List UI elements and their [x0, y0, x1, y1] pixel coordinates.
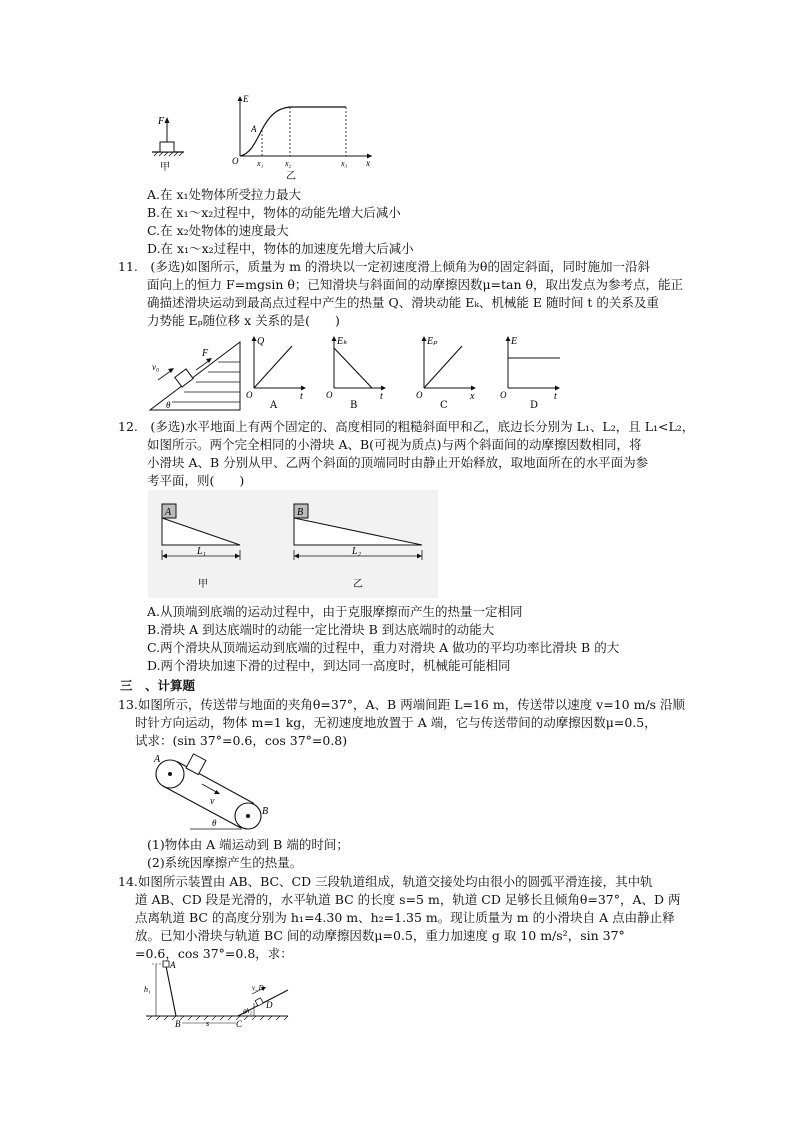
- q12-option-b: B.滑块 A 到达底端时的动能一定比滑块 B 到达底端时的动能大: [147, 622, 495, 637]
- q12-figure: [148, 490, 438, 598]
- q10-tick-x1: x₁: [257, 159, 264, 168]
- q10-axis-x: x: [366, 158, 370, 168]
- q13-label-theta: θ: [212, 818, 217, 828]
- q14-label-theta: θ: [243, 1008, 247, 1016]
- q12-block-B: B: [297, 507, 304, 518]
- q11-graph-d: [500, 336, 560, 411]
- q10-axis-E: E: [243, 94, 249, 104]
- q11-option-b-label: B: [350, 400, 358, 411]
- q13-sub1: (1)物体由 A 端运动到 B 端的时间；: [147, 837, 349, 852]
- q13-stem-line3: 试求：(sin 37°=0.6，cos 37°=0.8): [135, 733, 348, 748]
- q13-label-B: B: [262, 806, 269, 817]
- q11-stem-line3: 确描述滑块运动到最高点过程中产生的热量 Q、滑块动能 Eₖ、机械能 E 随时间 t 的关系及重: [147, 295, 659, 310]
- q11-stem-line1: 11. (多选)如图所示，质量为 m 的滑块以一定初速度滑上倾角为θ的固定斜面，同时施加一沿斜: [118, 259, 650, 274]
- q11-graph-b: [326, 336, 386, 411]
- q11-label-F: F: [202, 348, 209, 359]
- q12-option-a: A.从顶端到底端的运动过程中，由于克服摩擦而产生的热量一定相同: [147, 604, 523, 619]
- q12-caption-jia: 甲: [198, 579, 208, 590]
- q10-figure: [140, 90, 380, 182]
- q11-a-yaxis: Q: [257, 336, 265, 347]
- q12-len-L2: L₂: [352, 546, 362, 557]
- q14-label-s: s: [206, 1019, 210, 1028]
- q10-origin: O: [232, 156, 239, 166]
- q11-d-yaxis: E: [511, 336, 518, 347]
- q12-stem-line3: 小滑块 A、B 分别从甲、乙两个斜面的顶端同时由静止开始释放，取地面所在的水平面为参: [147, 455, 649, 470]
- q10-caption-yi: 乙: [286, 171, 296, 182]
- q12-stem-line2: 如图所示。两个完全相同的小滑块 A、B(可视为质点)与两个斜面间的动摩擦因数相同，将: [147, 437, 642, 452]
- q10-yi-graph: [232, 94, 372, 182]
- q13-stem-line2: 时针方向运动，物体 m=1 kg，无初速度地放置于 A 端，它与传送带间的动摩擦因数μ=0.5，: [135, 715, 657, 730]
- q11-d-origin: O: [500, 390, 507, 400]
- q12-block-A: A: [165, 507, 172, 518]
- q11-stem-line2: 面向上的恒力 F=mgsin θ；已知滑块与斜面间的动摩擦因数μ=tan θ，取出发点为参考点，能正: [147, 277, 684, 292]
- q10-jia-diagram: [152, 116, 184, 173]
- q14-stem-line4: 放。已知小滑块与轨道 BC 间的动摩擦因数μ=0.5，重力加速度 g 取 10 m/s²，sin 37°: [135, 928, 625, 943]
- q13-sub2: (2)系统因摩擦产生的热量。: [147, 855, 303, 870]
- q11-figure: [148, 332, 578, 412]
- q10-tick-x2: x₂: [285, 159, 292, 168]
- q14-label-C: C: [236, 1019, 243, 1029]
- q14-label-h2: h₂: [246, 1007, 252, 1015]
- q14-figure: [142, 960, 292, 1030]
- q10-tick-x3: x₃: [341, 159, 348, 168]
- q11-d-xaxis: t: [554, 391, 557, 402]
- q11-a-origin: O: [246, 390, 253, 400]
- q11-graph-a: [246, 336, 306, 411]
- q10-option-c: C.在 x₂处物体的速度最大: [147, 223, 289, 238]
- q14-label-h1: h₁: [144, 985, 151, 994]
- q10-option-a: A.在 x₁处物体所受拉力最大: [147, 187, 302, 202]
- q11-option-d-label: D: [530, 400, 539, 411]
- q10-option-d: D.在 x₁～x₂过程中，物体的加速度先增大后减小: [147, 241, 414, 256]
- q12-option-c: C.两个滑块从顶端运动到底端的过程中，重力对滑块 A 做功的平均功率比滑块 B 的大: [147, 640, 620, 655]
- q14-stem-line2: 道 AB、CD 段是光滑的，水平轨道 BC 的长度 s=5 m，轨道 CD 足够长且倾角θ=37°，A、D 两: [135, 892, 681, 907]
- q14-label-A: A: [170, 960, 176, 970]
- q10-label-F: F: [158, 116, 165, 127]
- q13-label-A: A: [154, 754, 161, 765]
- q14-label-D: D: [266, 1000, 273, 1010]
- q11-stem-line4: 力势能 Eₚ随位移 x 关系的是( ): [147, 313, 340, 328]
- q11-incline-diagram: [150, 342, 240, 410]
- q11-label-theta: θ: [166, 400, 171, 410]
- q11-c-yaxis: Eₚ: [427, 336, 438, 347]
- q14-label-B: B: [175, 1019, 181, 1029]
- q14-stem-line5: =0.6，cos 37°=0.8，求：: [135, 946, 293, 961]
- q13-label-v: v: [210, 796, 215, 807]
- q13-stem-line1: 13.如图所示，传送带与地面的夹角θ=37°，A、B 两端间距 L=16 m，传送带以速度 v=10 m/s 沿顺: [118, 697, 686, 712]
- q11-b-xaxis: t: [380, 391, 383, 402]
- q11-a-xaxis: t: [300, 391, 303, 402]
- q11-option-a-label: A: [270, 400, 278, 411]
- q10-point-A: A: [251, 124, 257, 134]
- q14-stem-line1: 14.如图所示装置由 AB、BC、CD 三段轨道组成，轨道交接处均由很小的圆弧平滑连接，其中轨: [118, 874, 653, 889]
- q11-c-origin: O: [416, 390, 423, 400]
- q12-len-L1: L₁: [197, 546, 207, 557]
- section-heading: 三 、计算题: [120, 678, 196, 693]
- q11-option-c-label: C: [440, 400, 448, 411]
- q10-caption-jia: 甲: [160, 162, 170, 173]
- q14-label-vD: v_D: [252, 984, 264, 992]
- q10-option-b: B.在 x₁～x₂过程中，物体的动能先增大后减小: [147, 205, 401, 220]
- q12-stem-line4: 考平面，则( ): [147, 473, 245, 488]
- q11-c-xaxis: x: [470, 391, 475, 402]
- q12-caption-yi: 乙: [353, 579, 363, 590]
- q12-option-d: D.两个滑块加速下滑的过程中，到达同一高度时，机械能可能相同: [147, 658, 511, 673]
- q12-stem-line1: 12. (多选)水平地面上有两个固定的、高度相同的粗糙斜面甲和乙，底边长分别为 L₁、L₂，且 L₁<L₂，: [118, 419, 695, 434]
- q11-label-v: v₀: [152, 362, 160, 372]
- q11-b-yaxis: Eₖ: [337, 336, 348, 347]
- q14-stem-line3: 点离轨道 BC 的高度分别为 h₁=4.30 m、h₂=1.35 m。现让质量为 m 的小滑块自 A 点由静止释: [135, 910, 675, 925]
- q11-graph-c: [416, 336, 476, 411]
- q11-b-origin: O: [326, 390, 333, 400]
- q13-figure: [150, 752, 280, 832]
